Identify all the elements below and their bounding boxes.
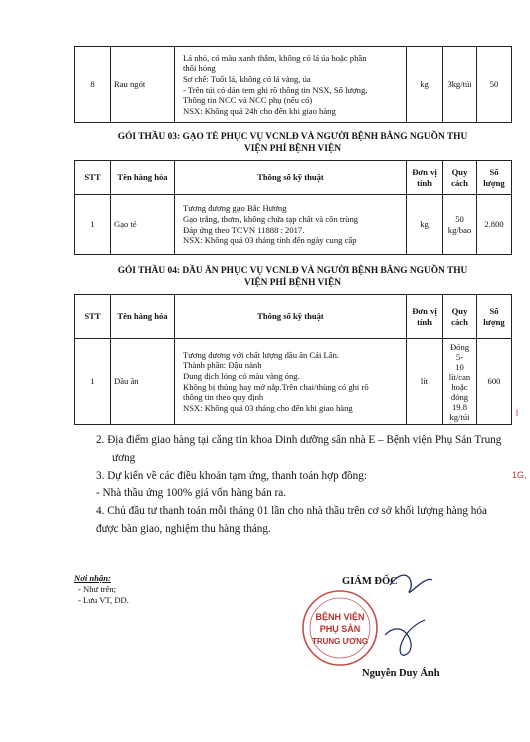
spec-line: Gạo trắng, thơm, không chứa tạp chất và côn trùng (183, 213, 359, 224)
spec-line: Dung dịch lỏng có màu vàng óng. (183, 370, 300, 381)
pack-line: hoặc (451, 381, 468, 392)
row-stt: 8 (75, 47, 111, 123)
row-spec (175, 195, 407, 255)
note-text: 2. Địa điểm giao hàng tại căng tin khoa Dinh dưỡng sân nhà E – Bệnh viện Phụ Sản Trung ương (96, 434, 502, 464)
recipient-item: - Lưu VT, DD. (78, 595, 129, 605)
row-unit: kg (407, 47, 443, 123)
row-qty: 600 (477, 339, 512, 425)
spec-line: Lá nhỏ, có màu xanh thẫm, không có lá úa hoặc phần (183, 52, 367, 63)
col-qty-header: Số lượng (477, 161, 512, 195)
table-header-row (75, 161, 512, 195)
note-text: 3. Dự kiến về các điều khoản tạm ứng, thanh toán hợp đồng: (96, 469, 367, 482)
table-row (75, 195, 512, 255)
col-spec-header: Thông số kỹ thuật (175, 161, 407, 195)
heading-line: VIỆN PHÍ BỆNH VIỆN (244, 278, 341, 288)
col-qty-header: Số lượng (477, 295, 512, 339)
stamp-line: PHỤ SẢN (319, 624, 361, 634)
pack-line: Đóng 5- (449, 341, 470, 362)
row-stt: 1 (75, 195, 111, 255)
row-stt: 1 (75, 339, 111, 425)
col-unit-header: Đơn vị tính (407, 161, 443, 195)
col-name-header: Tên hàng hóa (111, 161, 175, 195)
stamp-line: BỆNH VIỆN (315, 612, 365, 622)
spec-line: NSX: Không quá 03 tháng cho đến khi giao hàng (183, 402, 353, 413)
handwritten-signature (370, 560, 450, 670)
note-payment-terms (96, 468, 502, 486)
col-name-header: Tên hàng hóa (111, 295, 175, 339)
pack-line: kg/túi (449, 411, 470, 422)
package4-table (74, 294, 512, 425)
note-advance (96, 485, 502, 503)
recipient-item: - Như trên; (78, 584, 117, 594)
note-text: 4. Chủ đầu tư thanh toán mỗi tháng 01 lần cho nhà thầu trên cơ sở khối lượng hàng hóa được bàn giao, nghiệm thu hàng tháng. (96, 505, 487, 535)
spec-line: thông tin theo quy định (183, 392, 264, 403)
col-unit-header: Đơn vị tính (407, 295, 443, 339)
spec-line: NSX: Không quá 03 tháng tính đến ngày cung cấp (183, 235, 357, 246)
heading-line: VIỆN PHÍ BỆNH VIỆN (244, 144, 341, 154)
heading-line: GÓI THẦU 04: DẦU ĂN PHỤC VỤ VCNLĐ VÀ NGƯỜI BỆNH BẰNG NGUỒN THU (117, 266, 468, 276)
row-pack: 50 kg/bao (443, 195, 477, 255)
spec-line: Sơ chế: Tuốt lá, không có lá vàng, úa (183, 73, 311, 84)
row-item-name: Dầu ăn (111, 339, 175, 425)
spec-line: thối hỏng (183, 63, 216, 74)
row-item-name: Gạo tẻ (111, 195, 175, 255)
col-stt-header: STT (75, 161, 111, 195)
margin-mark: 1G, (512, 470, 527, 480)
notes-section (96, 432, 502, 539)
package3-heading (74, 131, 511, 155)
row-qty: 2.800 (477, 195, 512, 255)
table-header-row (75, 295, 512, 339)
col-spec-header: Thông số kỹ thuật (175, 295, 407, 339)
signer-name: Nguyễn Duy Ánh (362, 668, 440, 679)
row-pack (443, 339, 477, 425)
signer-position: GIÁM ĐỐC (342, 576, 398, 587)
row-spec (175, 47, 407, 123)
package4-heading (74, 265, 511, 289)
heading-line: GÓI THẦU 03: GẠO TẺ PHỤC VỤ VCNLĐ VÀ NGƯỜI BỆNH BẰNG NGUỒN THU (117, 132, 468, 142)
row-item-name: Rau ngót (111, 47, 175, 123)
col-pack-header: Quy cách (443, 161, 477, 195)
row-unit: kg (407, 195, 443, 255)
recipients-title: Nơi nhận: (74, 573, 111, 583)
spec-line: Thành phần: Đậu nành (183, 360, 262, 371)
table-row (75, 47, 512, 123)
stamp-line: TRUNG ƯƠNG (311, 637, 369, 646)
col-stt-header: STT (75, 295, 111, 339)
row-qty: 50 (477, 47, 512, 123)
spec-line: Không bị thủng hay mở nắp.Trên chai/thùng có ghi rõ (183, 381, 369, 392)
table-row (75, 339, 512, 425)
note-monthly-payment (96, 503, 502, 539)
spec-line: - Trên túi có dán tem ghi rõ thông tin NSX, Số lượng, (183, 84, 368, 95)
recipients-block (74, 573, 129, 606)
note-text: - Nhà thầu ứng 100% giá vốn hàng bán ra. (96, 487, 286, 500)
pack-line: 19.8 (451, 401, 468, 412)
spec-line: Thông tin NCC và NCC phụ (nếu có) (183, 95, 313, 106)
note-delivery (96, 432, 502, 468)
pack-line: đóng (450, 391, 469, 402)
pack-line: 10 (455, 361, 464, 372)
row-spec (175, 339, 407, 425)
spec-line: Đáp ứng theo TCVN 11888 : 2017. (183, 224, 305, 235)
continued-goods-table (74, 46, 512, 123)
spec-line: Tương đương với chất lượng dầu ăn Cái Lân. (183, 349, 340, 360)
row-pack: 3kg/túi (443, 47, 477, 123)
row-unit: lít (407, 339, 443, 425)
hospital-stamp (300, 588, 380, 668)
col-pack-header: Quy cách (443, 295, 477, 339)
margin-mark: l (516, 408, 518, 418)
pack-line: lít/can (448, 371, 471, 382)
package3-table (74, 160, 512, 255)
spec-line: NSX: Không quá 24h cho đến khi giao hàng (183, 105, 336, 116)
spec-line: Tương đương gạo Bắc Hương (183, 203, 287, 214)
